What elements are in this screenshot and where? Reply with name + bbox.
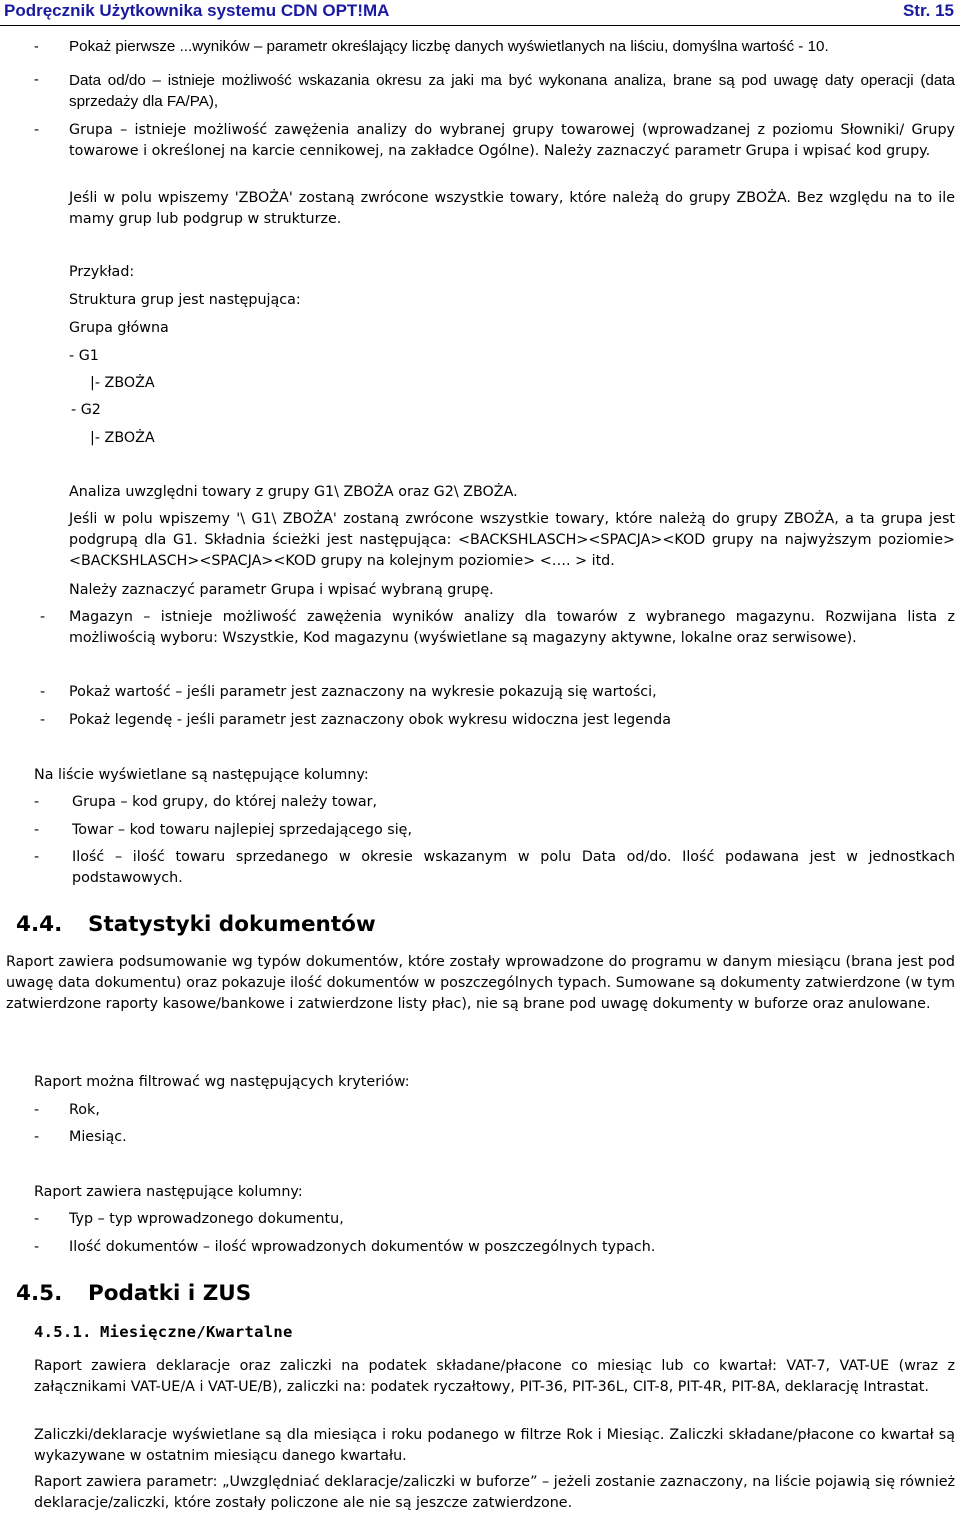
list-dash: - (40, 712, 46, 728)
filter-year: Rok, (69, 1102, 100, 1118)
list-dash: - (34, 72, 39, 88)
section-4-4-body: Raport zawiera podsumowanie wg typów dokumentów, które zostały wprowadzone do programu w danym miesiącu (brana jest pod uwagę data dokumentu) oraz pokazuje ilość dokumentów w poszczególnych typach. Sumowane są dokumenty zatwierdzone (w tym zatwierdzone raporty kasowe/bankowe i zatwierdzone listy płac), nie są brane pod uwagę dokumenty w buforze oraz anulowane. (6, 954, 955, 1012)
list-dash: - (34, 822, 40, 838)
param-date-range: Data od/do – istnieje możliwość wskazania okresu za jaki ma być wykonana analiza, brane są pod uwagę daty operacji (data sprzedaży dla FA/PA), (69, 72, 955, 110)
section-number: 4.5.1. (34, 1323, 92, 1341)
filter-month: Miesiąc. (69, 1129, 127, 1145)
param-show-legend: Pokaż legendę - jeśli parametr jest zaznaczony obok wykresu widoczna jest legenda (69, 712, 671, 728)
example-g1: - G1 (69, 348, 99, 364)
list-dash: - (34, 1129, 40, 1145)
columns-intro: Na liście wyświetlane są następujące kolumny: (34, 767, 369, 783)
section-4-5-1-p3: Raport zawiera parametr: „Uwzględniać deklaracje/zaliczki w buforze” – jeżeli zostanie zaznaczony, na liście pojawią się również deklaracje/zaliczki, które zostały policzone ale nie są jeszcze zatwierdzone. (34, 1474, 955, 1511)
example-g2: - G2 (71, 402, 101, 418)
example-analysis: Analiza uwzględni towary z grupy G1\ ZBOŻA oraz G2\ ZBOŻA. (69, 484, 518, 500)
page-number: Str. 15 (902, 1, 954, 20)
list-dash: - (34, 39, 39, 55)
column-item: Towar – kod towaru najlepiej sprzedającego się, (72, 822, 413, 838)
section-heading-4-4 (16, 911, 376, 939)
param-top-n: Pokaż pierwsze ...wyników – parametr określający liczbę danych wyświetlanych na liściu, domyślna wartość - 10. (69, 38, 829, 55)
list-dash: - (34, 849, 40, 865)
param-show-value: Pokaż wartość – jeśli parametr jest zaznaczony na wykresie pokazują się wartości, (69, 684, 657, 700)
header-divider (0, 25, 960, 26)
filter-intro: Raport można filtrować wg następujących kryteriów: (34, 1074, 410, 1090)
param-group: Grupa – istnieje możliwość zawężenia analizy do wybranej grupy towarowej (wprowadzanej z poziomu Słowniki/ Grupy towarowe i określonej na karcie cennikowej, na zakładce Ogólne). Należy zaznaczyć parametr Grupa i wpisać kod grupy. (69, 122, 955, 159)
example-select-group: Należy zaznaczyć parametr Grupa i wpisać wybraną grupę. (69, 582, 494, 598)
list-dash: - (34, 1239, 40, 1255)
column-count: Ilość dokumentów – ilość wprowadzonych dokumentów w poszczególnych typach. (69, 1239, 656, 1255)
example-path-note: Jeśli w polu wpiszemy '\ G1\ ZBOŻA' zostaną zwrócone wszystkie towary, które należą do grupy ZBOŻA, a ta grupa jest podgrupą dla G1. Składnia ścieżki jest następująca: <BACKSHLASCH><SPACJA><KOD grupy na najwyższym poziomie><BACKSHLASCH><SPACJA><KOD grupy na kolejnym poziomie> <…. > itd. (69, 511, 955, 569)
column-type: Typ – typ wprowadzonego dokumentu, (69, 1211, 344, 1227)
section-number: 4.5. (16, 1281, 63, 1306)
section-title: Miesięczne/Kwartalne (100, 1323, 293, 1341)
section-title: Podatki i ZUS (88, 1281, 252, 1306)
param-group-note: Jeśli w polu wpiszemy 'ZBOŻA' zostaną zwrócone wszystkie towary, które należą do grupy ZBOŻA. Bez względu na to ile mamy grup lub podgrup w strukturze. (69, 190, 955, 227)
list-dash: - (34, 1102, 40, 1118)
section-4-5-1-p2: Zaliczki/deklaracje wyświetlane są dla miesiąca i roku podanego w filtrze Rok i Miesiąc. Zaliczki składane/płacone co kwartał są wykazywane w ostatnim miesiącu danego kwartału. (34, 1427, 955, 1464)
section-heading-4-5 (16, 1280, 251, 1308)
columns-intro-4-4: Raport zawiera następujące kolumny: (34, 1184, 303, 1200)
list-dash: - (34, 794, 40, 810)
list-dash: - (40, 684, 46, 700)
list-dash: - (34, 1211, 40, 1227)
param-warehouse: Magazyn – istnieje możliwość zawężenia wyników analizy dla towarów z wybranego magazynu. Rozwijana lista z możliwością wyboru: Wszystkie, Kod magazynu (wyświetlane są magazyny aktywne, lokalne oraz serwisowe). (69, 609, 955, 646)
section-title: Statystyki dokumentów (88, 912, 376, 937)
example-g1-sub: |- ZBOŻA (90, 375, 155, 391)
example-g2-sub: |- ZBOŻA (90, 430, 155, 446)
section-number: 4.4. (16, 912, 63, 937)
example-structure-intro: Struktura grup jest następująca: (69, 292, 301, 308)
list-dash: - (34, 122, 40, 138)
page-header (0, 0, 960, 29)
list-dash: - (40, 609, 46, 625)
column-qty: Ilość – ilość towaru sprzedanego w okresie wskazanym w polu Data od/do. Ilość podawana jest w jednostkach podstawowych. (72, 849, 955, 886)
manual-title: Podręcznik Użytkownika systemu CDN OPT!MA (4, 1, 390, 20)
column-group: Grupa – kod grupy, do której należy towar, (72, 794, 378, 810)
section-4-5-1-p1: Raport zawiera deklaracje oraz zaliczki na podatek składane/płacone co miesiąc lub co kwartał: VAT-7, VAT-UE (wraz z załącznikami VAT-UE/A i VAT-UE/B), zaliczki na: podatek ryczałtowy, PIT-36, PIT-36L, CIT-8, PIT-4R, PIT-8A, deklarację Intrastat. (34, 1358, 955, 1395)
example-label: Przykład: (69, 264, 135, 280)
section-heading-4-5-1 (34, 1321, 293, 1343)
example-main-group: Grupa główna (69, 320, 169, 336)
